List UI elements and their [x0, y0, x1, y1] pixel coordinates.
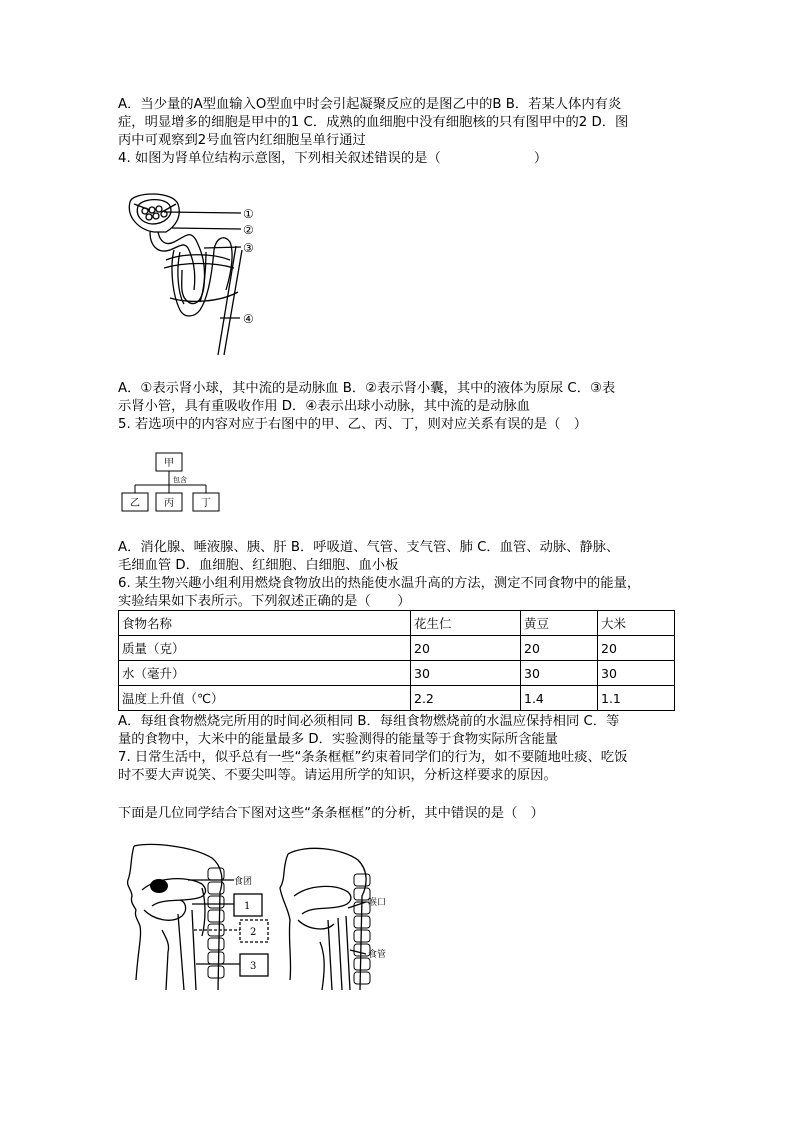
- table-cell: 30: [598, 661, 675, 686]
- q6-stem-line-1: 6. 某生物兴趣小组利用燃烧食物放出的热能使水温升高的方法，测定不同食物中的能量，: [118, 576, 641, 591]
- food-energy-table: [118, 610, 675, 711]
- table-cell: 20: [598, 636, 675, 661]
- table-cell: 质量（克）: [119, 636, 411, 661]
- table-cell: 20: [521, 636, 598, 661]
- hierarchy-diagram: [118, 448, 228, 518]
- q3-options-line-3: 丙中可观察到2号血管内红细胞呈单行通过: [118, 133, 366, 148]
- box-2-label: 2: [250, 927, 257, 938]
- table-row: [119, 661, 675, 686]
- table-cell: 30: [521, 661, 598, 686]
- q3-options-line-1: A．当少量的A型血输入O型血中时会引起凝聚反应的是图乙中的B B．若某人体内有炎: [118, 97, 622, 112]
- label-4: ④: [243, 312, 254, 326]
- q6-options-line-2: 量的食物中，大米中的能量最多 D．实验测得的能量等于食物实际所含能量: [118, 732, 558, 747]
- table-row: [119, 686, 675, 711]
- swallowing-diagram: [122, 840, 412, 990]
- table-cell: 水（毫升）: [119, 661, 411, 686]
- q4-options-line-2: 示肾小管，具有重吸收作用 D．④表示出球小动脉，其中流的是动脉血: [118, 399, 530, 414]
- table-header-cell: 大米: [598, 611, 675, 636]
- table-cell: 1.1: [598, 686, 675, 711]
- table-cell: 20: [411, 636, 521, 661]
- q7-stem-line-2: 时不要大声说笑、不要尖叫等。请运用所学的知识，分析这样要求的原因。: [118, 768, 557, 783]
- node-link: 包含: [173, 476, 187, 484]
- bolus-label: 食团: [234, 877, 253, 887]
- q5-options-line-2: 毛细血管 D．血细胞、红细胞、白细胞、血小板: [118, 558, 399, 573]
- table-header-row: [119, 611, 675, 636]
- box-1-label: 1: [244, 901, 251, 912]
- label-1: ①: [243, 207, 254, 221]
- q6-options-line-1: A．每组食物燃烧完所用的时间必须相同 B．每组食物燃烧前的水温应保持相同 C．等: [118, 714, 620, 729]
- table-header-cell: 食物名称: [119, 611, 411, 636]
- q6-stem-line-2: 实验结果如下表所示。下列叙述正确的是（ ）: [118, 594, 411, 609]
- table-cell: 温度上升值（℃）: [119, 686, 411, 711]
- table-header-cell: 黄豆: [521, 611, 598, 636]
- label-2: ②: [243, 223, 254, 237]
- table-header-cell: 花生仁: [411, 611, 521, 636]
- q3-options-line-2: 症，明显增多的细胞是甲中的1 C．成熟的血细胞中没有细胞核的只有图甲中的2 D．图: [118, 115, 629, 130]
- q7-sub-question: 下面是几位同学结合下图对这些“条条框框”的分析，其中错误的是（ ）: [118, 806, 544, 821]
- table-cell: 1.4: [521, 686, 598, 711]
- q7-stem-line-1: 7. 日常生活中，似乎总有一些“条条框框”约束着同学们的行为，如不要随地吐痰、吃饭: [118, 750, 628, 765]
- nephron-diagram: [120, 190, 270, 355]
- esophagus-label: 食管: [368, 950, 387, 960]
- label-3: ③: [243, 241, 254, 255]
- table-cell: 30: [411, 661, 521, 686]
- node-child-1: 乙: [130, 498, 140, 509]
- node-child-2: 丙: [164, 498, 174, 509]
- q5-options-line-1: A．消化腺、唾液腺、胰、肝 B．呼吸道、气管、支气管、肺 C．血管、动脉、静脉、: [118, 540, 620, 555]
- throat-label: 喉口: [368, 898, 387, 908]
- q5-stem: 5. 若选项中的内容对应于右图中的甲、乙、丙、丁，则对应关系有误的是（ ）: [118, 417, 588, 432]
- food-bolus: [150, 879, 168, 893]
- q4-stem: 4. 如图为肾单位结构示意图，下列相关叙述错误的是（ ）: [118, 151, 548, 166]
- node-top: 甲: [164, 458, 174, 469]
- node-child-3: 丁: [201, 498, 211, 509]
- box-3-label: 3: [250, 961, 257, 972]
- table-row: [119, 636, 675, 661]
- table-cell: 2.2: [411, 686, 521, 711]
- q4-options-line-1: A．①表示肾小球，其中流的是动脉血 B．②表示肾小囊，其中的液体为原尿 C．③表: [118, 381, 616, 396]
